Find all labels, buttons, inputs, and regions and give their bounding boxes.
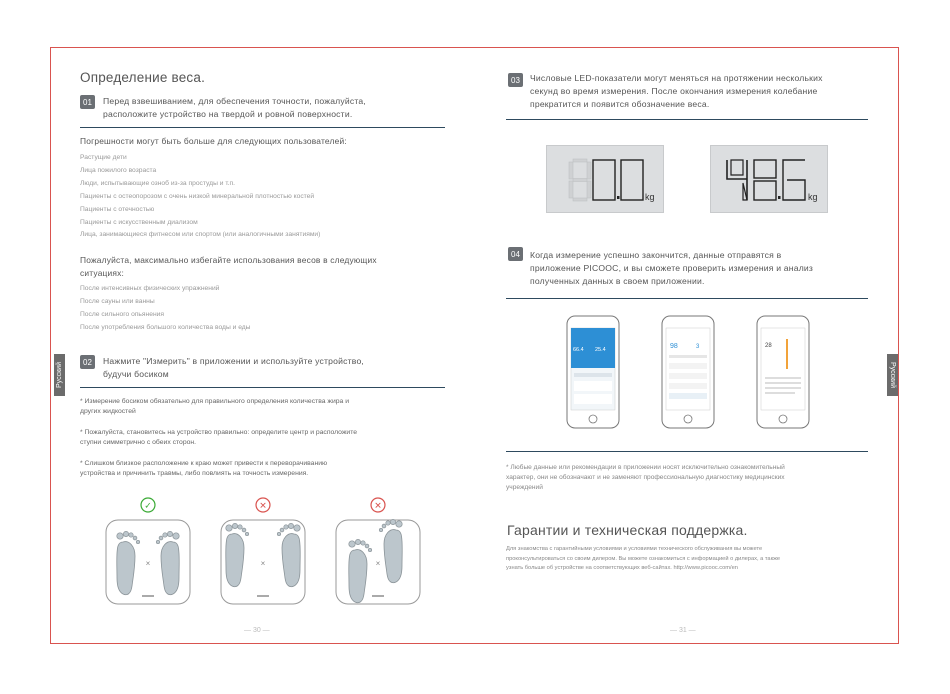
cross-mark: ✕	[259, 501, 267, 512]
note-symmetry: * Пожалуйста, становитесь на устройство правильно: определите центр и расположите ступни симметрично с обеих сторон.	[80, 429, 358, 446]
list-item: Люди, испытывающие озноб из-за простуды и т.п.	[80, 179, 235, 187]
note-edge: * Слишком близкое расположение к краю может привести к переворачиванию устройства и причинить травмы, либо повлиять на точность измерения.	[80, 460, 328, 477]
center-mark: ×	[145, 559, 151, 568]
led-display-result	[710, 145, 828, 213]
page-number-right: — 31 —	[670, 627, 696, 634]
led-digits	[547, 146, 665, 214]
warranty-title: Гарантии и техническая поддержка.	[507, 522, 748, 538]
led-digits	[711, 146, 829, 214]
phone3-value: 28	[765, 343, 772, 349]
list-item: Лица, занимающиеся фитнесом или спортом (или аналогичными занятиями)	[80, 231, 321, 239]
list-item: После употребления большого количества воды и еды	[80, 323, 251, 331]
phone1-value: 66.4	[573, 347, 584, 353]
step-04-text: Когда измерение успешно закончится, данные отправятся в приложение PICOOC, и вы сможете проверить измерения и анализ полученных данных в своем приложении.	[530, 250, 814, 286]
list-item: После сауны или ванны	[80, 297, 155, 305]
divider	[506, 298, 868, 299]
step-badge-02: 02	[80, 355, 95, 369]
language-tab-left: Русский	[54, 354, 65, 396]
phone1-value: 25.4	[595, 347, 606, 353]
avoid-list	[80, 283, 250, 335]
center-mark: ×	[260, 559, 266, 568]
unit-label: kg	[645, 192, 655, 202]
list-item: Пациенты с остеопорозом с очень низкой минеральной плотностью костей	[80, 192, 315, 200]
list-item: Растущие дети	[80, 154, 127, 161]
phone2-value: 98	[670, 343, 678, 350]
warranty-text: Для знакомства с гарантийными условиями и условиями технического обслуживания вы можете проконсультироваться со своим дилером. Вы можете ознакомиться с информацией о дилерах, а также узнать больше об устройстве на соответствующих веб-сайтах. http://www.picooc.com/en	[506, 546, 781, 572]
errors-heading: Погрешности могут быть больше для следующих пользователей:	[80, 136, 347, 146]
list-item: После сильного опьянения	[80, 310, 165, 318]
list-item: Лица пожилого возраста	[80, 166, 157, 174]
led-display-measuring	[546, 145, 664, 213]
errors-list	[80, 152, 320, 242]
phone-dashboard	[567, 316, 619, 428]
page-title: Определение веса.	[80, 70, 206, 85]
divider	[80, 127, 445, 128]
center-mark: ×	[375, 559, 381, 568]
note-barefoot: * Измерение босиком обязательно для правильного определения количества жира и других жидкостей	[80, 398, 350, 415]
disclaimer: * Любые данные или рекомендации в приложении носят исключительно ознакомительный характер, они не обозначают и не заменяют профессиональную диагностику медицинских учреждений	[506, 464, 785, 491]
step-badge-03: 03	[508, 73, 523, 87]
page-number-left: — 30 —	[244, 627, 270, 634]
cross-mark: ✕	[374, 501, 382, 512]
phone-report	[662, 316, 714, 428]
list-item: После интенсивных физических упражнений	[80, 285, 220, 292]
foot-placement-illustration	[100, 492, 440, 608]
list-item: Пациенты с отечностью	[80, 205, 155, 213]
avoid-heading: Пожалуйста, максимально избегайте использования весов в следующих ситуациях:	[80, 255, 377, 278]
step-badge-01: 01	[80, 95, 95, 109]
phone2-side-value: 3	[696, 344, 700, 350]
divider	[80, 387, 445, 388]
check-mark: ✓	[144, 501, 152, 512]
list-item: Пациенты с искусственным диализом	[80, 218, 198, 226]
language-tab-right: Русский	[887, 354, 898, 396]
app-screenshots	[562, 315, 822, 429]
step-badge-04: 04	[508, 247, 523, 261]
step-03-text: Числовые LED-показатели могут меняться на протяжении нескольких секунд во время измерения. После окончания измерения колебание прекратится и появится обозначение веса.	[530, 73, 823, 109]
phone-detail	[757, 316, 809, 428]
divider	[506, 119, 868, 120]
step-02-text: Нажмите "Измерить" в приложении и используйте устройство, будучи босиком	[103, 356, 365, 379]
divider	[506, 451, 868, 452]
step-01-text: Перед взвешиванием, для обеспечения точности, пожалуйста, расположите устройство на твердой и ровной поверхности.	[103, 96, 367, 119]
unit-label: kg	[808, 192, 818, 202]
